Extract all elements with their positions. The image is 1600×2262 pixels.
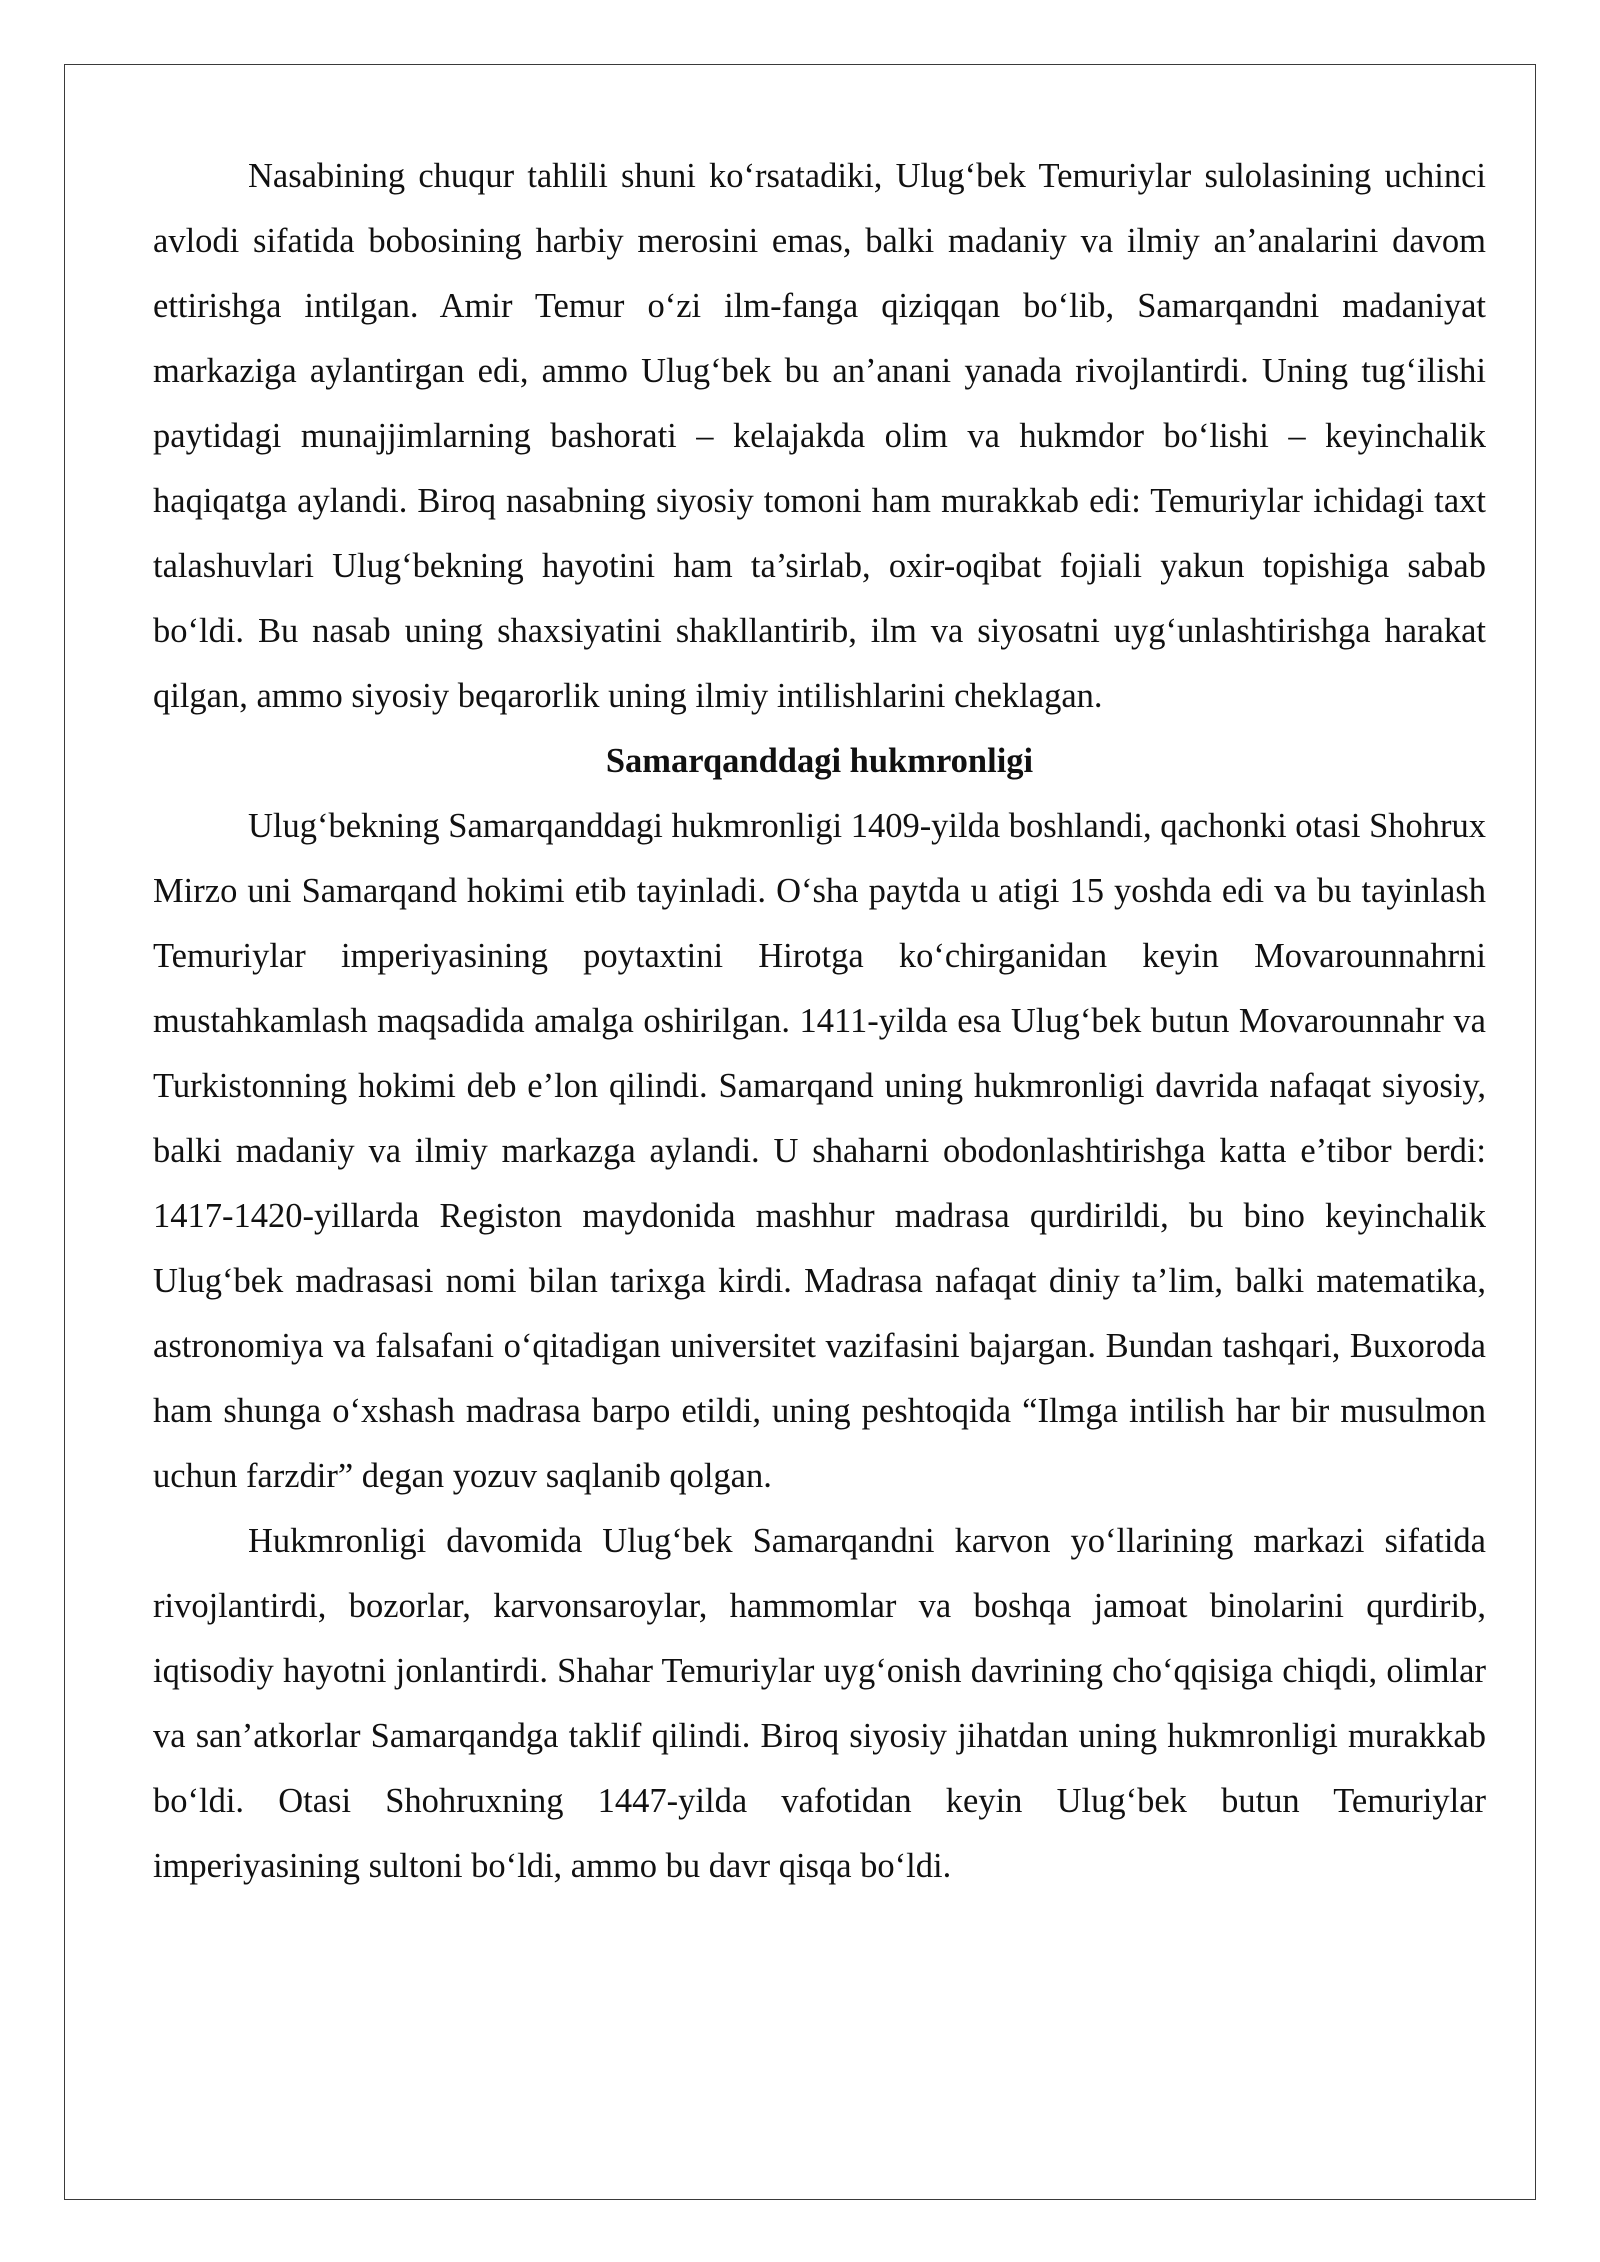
section-heading: Samarqanddagi hukmronligi: [605, 742, 1034, 780]
paragraph-reign-development: Hukmronligi davomida Ulug‘bek Samarqandni karvon yo‘llarining markazi sifatida rivojlantirdi, bozorlar, karvonsaroylar, hammomlar va boshqa jamoat binolarini qurdirib, iqtisodiy hayotni jonlantirdi. Shahar Temuriylar uyg‘onish davrining cho‘qqisiga chiqdi, olimlar va san’atkorlar Samarqandga taklif qilindi. Biroq siyosiy jihatdan uning hukmronligi murakkab bo‘ldi. Otasi Shohruxning 1447-yilda vafotidan keyin Ulug‘bek butun Temuriylar imperiyasining sultoni bo‘ldi, ammo bu davr qisqa bo‘ldi.: [153, 1522, 1486, 1885]
paragraph-reign-start: Ulug‘bekning Samarqanddagi hukmronligi 1409-yilda boshlandi, qachonki otasi Shohrux Mirzo uni Samarqand hokimi etib tayinladi. O‘sha paytda u atigi 15 yoshda edi va bu tayinlash Temuriylar imperiyasining poytaxtini Hirotga ko‘chirganidan keyin Movarounnahrni mustahkamlash maqsadida amalga oshirilgan. 1411-yilda esa Ulug‘bek butun Movarounnahr va Turkistonning hokimi deb e’lon qilindi. Samarqand uning hukmronligi davrida nafaqat siyosiy, balki madaniy va ilmiy markazga aylandi. U shaharni obodonlashtirishga katta e’tibor berdi: 1417-1420-yillarda Registon maydonida mashhur madrasa qurdirildi, bu bino keyinchalik Ulug‘bek madrasasi nomi bilan tarixga kirdi. Madrasa nafaqat diniy ta’lim, balki matematika, astronomiya va falsafani o‘qitadigan universitet vazifasini bajargan. Bundan tashqari, Buxoroda ham shunga o‘xshash madrasa barpo etildi, uning peshtoqida “Ilmga intilish har bir musulmon uchun farzdir” degan yozuv saqlanib qolgan.: [153, 807, 1486, 1495]
document-body: [153, 144, 1486, 1899]
paragraph-lineage-analysis: Nasabining chuqur tahlili shuni ko‘rsatadiki, Ulug‘bek Temuriylar sulolasining uchinci avlodi sifatida bobosining harbiy merosini emas, balki madaniy va ilmiy an’analarini davom ettirishga intilgan. Amir Temur o‘zi ilm-fanga qiziqqan bo‘lib, Samarqandni madaniyat markaziga aylantirgan edi, ammo Ulug‘bek bu an’anani yanada rivojlantirdi. Uning tug‘ilishi paytidagi munajjimlarning bashorati – kelajakda olim va hukmdor bo‘lishi – keyinchalik haqiqatga aylandi. Biroq nasabning siyosiy tomoni ham murakkab edi: Temuriylar ichidagi taxt talashuvlari Ulug‘bekning hayotini ham ta’sirlab, oxir-oqibat fojiali yakun topishiga sabab bo‘ldi. Bu nasab uning shaxsiyatini shakllantirib, ilm va siyosatni uyg‘unlashtirishga harakat qilgan, ammo siyosiy beqarorlik uning ilmiy intilishlarini cheklagan.: [153, 157, 1486, 715]
